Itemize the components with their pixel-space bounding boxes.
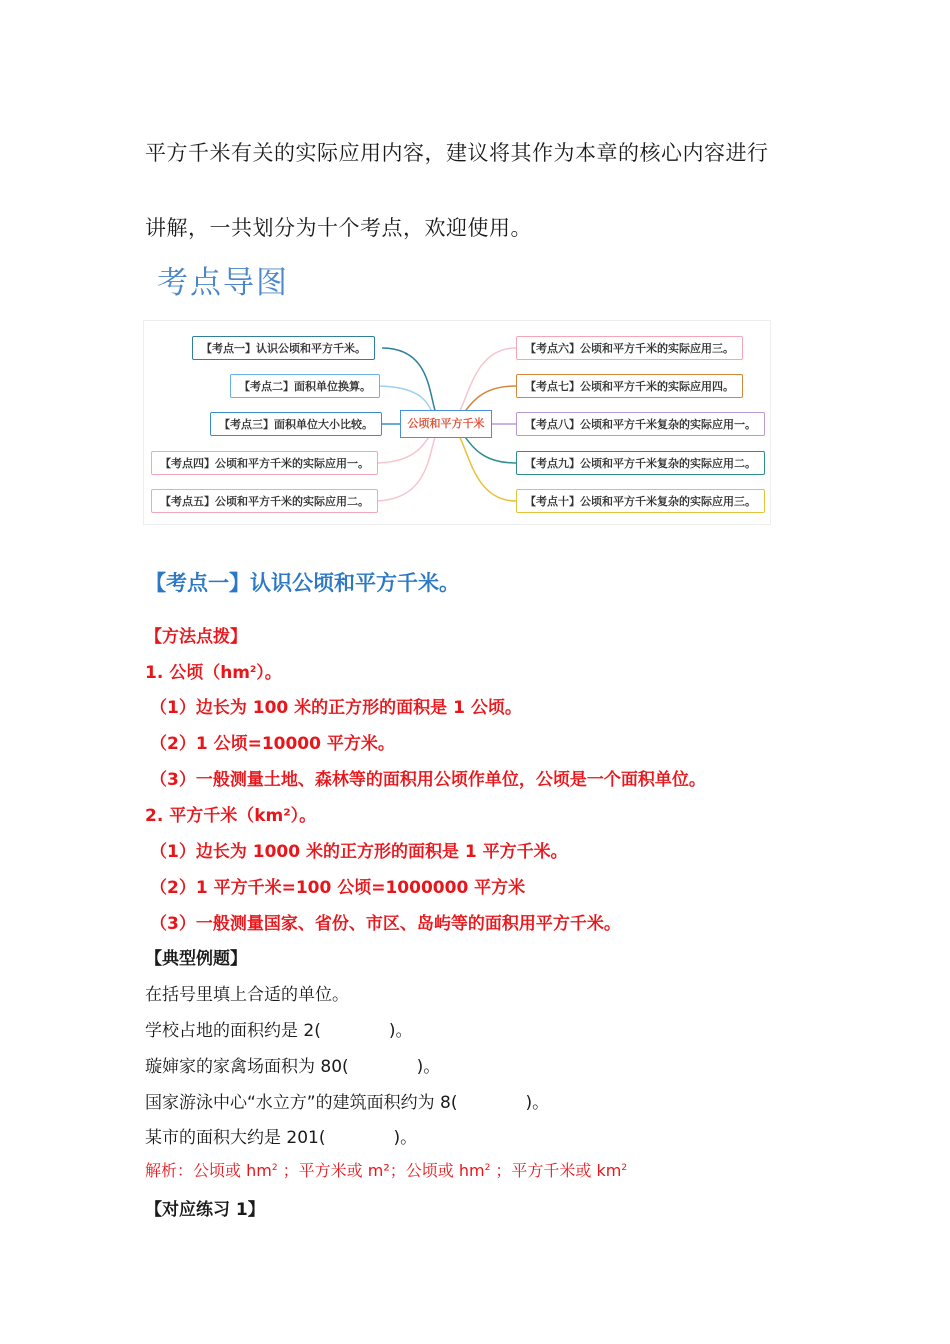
example-instruction: 在括号里填上合适的单位。 xyxy=(145,985,349,1005)
node-kaodian-6: 【考点六】公顷和平方千米的实际应用三。 xyxy=(516,336,743,360)
item2-title: 2. 平方千米（km²）。 xyxy=(145,806,317,826)
practice-label: 【对应练习 1】 xyxy=(145,1200,265,1220)
mindmap xyxy=(143,320,771,525)
mindmap-title: 考点导图 xyxy=(157,265,289,301)
example-label: 【典型例题】 xyxy=(145,949,247,969)
mindmap-center-node: 公顷和平方千米 xyxy=(400,410,492,438)
intro-line-2: 讲解，一共划分为十个考点，欢迎使用。 xyxy=(145,216,532,240)
example-question-2: 璇婶家的家禽场面积为 80( )。 xyxy=(145,1057,441,1077)
example-question-3: 国家游泳中心“水立方”的建筑面积约为 8( )。 xyxy=(145,1093,550,1113)
item1-title-superscript: 2 xyxy=(250,665,257,675)
section-heading: 【考点一】认识公顷和平方千米。 xyxy=(145,571,460,595)
intro-line-1: 平方千米有关的实际应用内容，建议将其作为本章的核心内容进行 xyxy=(145,141,769,165)
method-label: 【方法点拨】 xyxy=(145,627,247,647)
item1-point-2: （2）1 公顷=10000 平方米。 xyxy=(150,734,395,754)
analysis-sup-2: 2 xyxy=(484,1163,491,1173)
example-question-4: 某市的面积大约是 201( )。 xyxy=(145,1128,418,1148)
item1-title xyxy=(145,658,282,683)
node-kaodian-9: 【考点九】公顷和平方千米复杂的实际应用二。 xyxy=(516,451,765,475)
node-kaodian-3: 【考点三】面积单位大小比较。 xyxy=(210,412,382,436)
example-question-1: 学校占地的面积约是 2( )。 xyxy=(145,1021,413,1041)
item1-title-text: 1. 公顷（hm xyxy=(145,663,251,683)
node-kaodian-2: 【考点二】面积单位换算。 xyxy=(230,374,380,398)
analysis-part-2: ；平方米或 m²；公顷或 hm xyxy=(282,1161,485,1180)
node-kaodian-10: 【考点十】公顷和平方千米复杂的实际应用三。 xyxy=(516,489,765,513)
item1-point-1: （1）边长为 100 米的正方形的面积是 1 公顷。 xyxy=(150,698,522,718)
node-kaodian-5: 【考点五】公顷和平方千米的实际应用二。 xyxy=(151,489,378,513)
item1-title-end: ）。 xyxy=(256,663,282,683)
node-kaodian-7: 【考点七】公顷和平方千米的实际应用四。 xyxy=(516,374,743,398)
analysis-sup-3: 2 xyxy=(621,1163,628,1173)
analysis-part-1: 解析：公顷或 hm xyxy=(145,1161,272,1180)
node-kaodian-4: 【考点四】公顷和平方千米的实际应用一。 xyxy=(151,451,378,475)
item2-point-2: （2）1 平方千米=100 公顷=1000000 平方米 xyxy=(150,878,526,898)
item2-point-1: （1）边长为 1000 米的正方形的面积是 1 平方千米。 xyxy=(150,842,568,862)
analysis-line xyxy=(145,1158,627,1181)
analysis-sup-1: 2 xyxy=(271,1163,278,1173)
item1-point-3: （3）一般测量土地、森林等的面积用公顷作单位，公顷是一个面积单位。 xyxy=(150,770,706,790)
node-kaodian-1: 【考点一】认识公顷和平方千米。 xyxy=(192,336,375,360)
node-kaodian-8: 【考点八】公顷和平方千米复杂的实际应用一。 xyxy=(516,412,765,436)
item2-point-3: （3）一般测量国家、省份、市区、岛屿等的面积用平方千米。 xyxy=(150,914,621,934)
analysis-part-3: ；平方千米或 km xyxy=(495,1161,622,1180)
